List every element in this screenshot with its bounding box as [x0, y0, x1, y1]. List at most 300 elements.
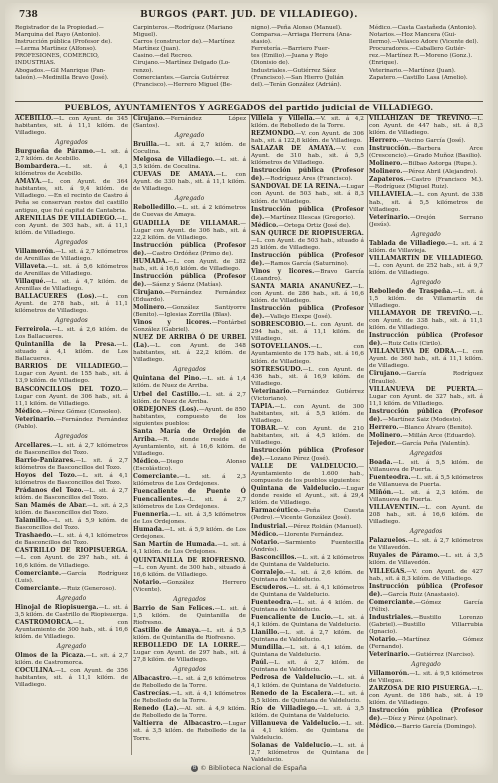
town-name: BASCONCILLOS DEL TOZO.: [15, 385, 123, 393]
town-details: —Rodríguez Ares (Francisco).: [264, 176, 353, 183]
town-details: —Al. sit. á 4,9 kilóm. de Rebolledo de la Torre.: [133, 706, 246, 720]
town-name: VILLAHIZAN DE TREVIÑO.: [369, 115, 472, 122]
town-details: —L. sit. á 2,7 kilóm. de Quintana de Valdelucio.: [251, 630, 364, 644]
town-details: —R. donde reside el Ayuntamiento, sit. á 16,6 kilóm. de Villadiego.: [133, 436, 246, 457]
town-entry: [251, 388, 364, 403]
town-entry: [251, 130, 364, 145]
town-entry: [251, 230, 364, 252]
town-name: Basconcillos.: [251, 553, 297, 561]
town-name: ZARZOSA DE RIO PISUERGA.: [369, 685, 472, 693]
town-name: Fuenteodra.: [251, 599, 293, 606]
town-name: Barrio de San Felices.: [133, 604, 215, 612]
town-entry: [251, 343, 364, 365]
town-entry: [15, 442, 128, 457]
town-entry: [133, 171, 246, 193]
agregados-heading: Agregados: [55, 317, 88, 325]
town-name: Olmos de la Picaza.: [15, 651, 86, 659]
town-name: Pedrosa de Valdelucio.: [251, 674, 333, 682]
town-name: Fuenteodra.: [369, 474, 411, 482]
professions-line: Médico.—Casta Castañeda (Antonio).: [369, 25, 477, 31]
town-name: Villaqué.: [15, 277, 46, 285]
agregados-heading: Agregado: [174, 195, 205, 203]
town-entry: [369, 310, 483, 332]
town-entry: [369, 670, 483, 685]
agregados-heading: Agregados: [409, 528, 443, 536]
town-name: Villamorón.: [15, 247, 56, 255]
town-details: —L. sit. á 2,7 kilómetros de Villavedón.: [369, 538, 483, 552]
town-details: —L. sit. á 2,7 kilómetros de Quintana de Valdelucio.: [251, 742, 364, 763]
town-entry: [15, 416, 128, 431]
town-entry: [15, 148, 128, 163]
town-entry: [369, 707, 483, 723]
town-details: —L. sit. á 2,7 kilómetros de Los Ordejones.: [133, 497, 246, 511]
town-entry: [251, 252, 364, 268]
town-entry: [15, 472, 128, 487]
town-entry: [133, 156, 246, 171]
town-entry: [133, 579, 246, 594]
town-name: Ferreirola.: [15, 326, 52, 334]
document-page: [5, 3, 493, 775]
town-details: —García Rodríguez (Braulio).: [369, 371, 483, 385]
town-entry: [251, 115, 364, 130]
town-entry: [15, 215, 128, 237]
town-entry: [251, 690, 364, 705]
town-details: —V. con Ayunt. de 310 hab., sit. á 5,5 kilómetros de Villadiego.: [251, 146, 364, 167]
town-name: Boada.: [369, 458, 393, 466]
professions-line: (Francisco).—San Hierro (Julián: [251, 74, 344, 81]
professions-line: taleón).—Medinilla Bravo (José).: [15, 74, 109, 81]
town-name: Veterinario.: [15, 415, 56, 423]
town-name: ARENILLAS DE VILLADIEGO.: [15, 214, 117, 222]
town-name: VILLAMAYOR DE TREVIÑO.: [369, 310, 472, 318]
town-entry: [251, 539, 364, 554]
town-entry: [369, 332, 483, 348]
town-name: Villaveta.: [15, 262, 48, 270]
professions-line: Instrucción pública (Profesor de).: [15, 39, 113, 46]
town-entry: [15, 341, 128, 363]
professions-line: —Lerma Martínez (Alfonso).: [15, 46, 97, 53]
town-name: Hinojal de Riopisuerga.: [15, 603, 99, 611]
professions-line: Carpinteros.—Rodríguez (Mariano: [133, 25, 233, 31]
town-entry: [369, 537, 483, 552]
town-name: CASTRILLO DE RIOPISUERGA.: [15, 547, 128, 555]
town-details: —V. con Ayunt. de 306 hab., sit. á 122,8 kilóm. de Villadiego.: [251, 131, 364, 145]
town-details: —L. con Ayunt. de 330 hab., sit. á 11,1 kilóm. de Villadiego.: [133, 172, 246, 193]
town-entry: [251, 366, 364, 388]
town-entry: [251, 742, 364, 764]
agregados-heading: Agregado: [56, 594, 87, 602]
town-details: —Castro (Francisco M.).—Rodríguez (Miguel Ruiz).: [369, 177, 483, 191]
town-details: —L. sit. á 4,1 kilómetros de Quintana de Valdelucio.: [251, 584, 364, 598]
town-entry: [133, 220, 246, 242]
town-details: —Bustillo Lorenzo (Gabriel).—Bustillo Villarrubia (Ignacio).: [369, 614, 483, 635]
town-entry: [369, 288, 483, 310]
town-name: SOTRESGUDO.: [251, 365, 303, 373]
town-name: Villela y Villella.: [251, 115, 315, 122]
town-name: Palazuelos.: [369, 537, 408, 545]
town-name: VILLEGAS.: [369, 567, 407, 575]
town-details: —Diego Alonso (Escolástico).: [133, 458, 246, 472]
agregados-heading: Agregado: [411, 230, 441, 238]
town-entry: [251, 321, 364, 343]
town-entry: [133, 720, 246, 742]
town-details: —Martínez Gómez (Fernando).: [369, 636, 483, 650]
town-entry: [15, 163, 128, 178]
town-details: —L. con Ayuntamiento de 300 hab., sit. á 16,6 kilóm. de Villadiego.: [15, 619, 128, 640]
town-name: TAPIA.: [251, 402, 275, 410]
town-details: —L. con Ayunt. de 286 hab., sit. á 16,6 kilóm. de Villadiego.: [251, 284, 364, 305]
town-details: —Lugar con Ayunt. de 297 hab., sit. á 27,8 kilóm. de Villadiego.: [133, 643, 246, 664]
agregados-heading: Agregados: [173, 666, 206, 674]
town-details: —Sarmiento Fuentecilla (Andrés).: [251, 539, 364, 553]
town-name: Villanueva de Valdelucio.: [251, 719, 341, 727]
professions-line: PROFESIONES, COMERCIO,: [15, 53, 100, 60]
town-entry: [133, 428, 246, 458]
town-entry: [15, 570, 128, 585]
library-logo-icon: B: [192, 764, 197, 771]
town-details: —L. sit. á 2 kilómetros de Cuevas de Amaya.: [133, 205, 246, 219]
town-name: Cirujano.: [369, 370, 401, 378]
town-details: —Lugar con Ayunt. de 306 hab., sit. á 11,1 kilóm. de Villadiego.: [15, 386, 128, 407]
town-name: Castillo de Amaya.: [133, 626, 202, 634]
town-details: —V. con Ayunt. de 427 hab., sit. á 8,3 kilóm. de Villadiego.: [369, 568, 483, 582]
town-name: Escuderos.: [251, 583, 289, 591]
town-name: HUMADA.: [133, 257, 168, 265]
town-entry: [251, 644, 364, 659]
town-name: Comerciante.: [15, 569, 62, 577]
town-details: —L. sit. á 4,1 kilóm. de Los Ordejones.: [133, 542, 246, 556]
town-name: Instrucción pública (Profesor de).: [369, 707, 483, 723]
town-name: Burgueña de Páramo.: [15, 148, 96, 156]
town-name: Rebolledo de Traspeña.: [369, 287, 453, 295]
town-details: —L. con Ayunt. de 447 hab., sit. á 8,3 kilóm. de Villadiego.: [369, 116, 483, 137]
library-watermark: [5, 764, 493, 772]
town-details: —Martínez Saiz (Modesto).: [382, 416, 463, 423]
agregados-heading: Agregados: [55, 238, 88, 246]
town-details: —L. con Ayunt. de 348 habitantes, sit. á 22,2 kilóm. de Villadiego.: [133, 343, 246, 364]
town-details: —L. con Ayunt. de 338 hab., sit. á 5,5 kilómetros de Villadiego.: [369, 192, 483, 213]
town-details: —L. sit. á 2,7 kilómetros de Basconcillos del Tozo.: [15, 457, 128, 471]
town-details: —L. sit. á 2,7 kilómetros de Arenillas de Villadiego.: [15, 248, 128, 262]
town-name: Molinero.: [369, 168, 403, 176]
town-entry: [133, 557, 246, 579]
town-details: —L. sit. á 4,1 kilómetros de Acebillo.: [15, 164, 128, 178]
town-entry: [251, 425, 364, 447]
town-details: —V. con Ayunt. de 210 habitantes, sit. á 4,5 kilóm. de Villadiego.: [251, 425, 364, 447]
town-name: Tejedor.: [369, 439, 397, 447]
town-entry: [15, 178, 128, 214]
town-entry: [15, 263, 128, 278]
page-header: [19, 10, 479, 23]
town-entry: [369, 424, 483, 432]
town-name: Quintana del Pino.: [133, 375, 202, 383]
town-entry: [369, 685, 483, 707]
town-details: —L. sit. á 4,1 kilómetros de Rebolledo de la Torre.: [133, 691, 246, 705]
professions-line: Comparsa.—Arriaga Herrera (Ana-: [251, 32, 352, 39]
professions-line: Miguel).: [133, 32, 158, 39]
town-name: Fuencaliente de Lucio.: [251, 614, 333, 622]
town-entry: [251, 531, 364, 539]
town-entry: [251, 629, 364, 644]
town-name: Arcellares.: [15, 441, 53, 449]
town-name: Médico.: [251, 221, 279, 229]
town-name: Industrial.: [251, 522, 288, 530]
town-details: —Orejón Serrano (Jesús).: [369, 214, 483, 228]
town-details: —Millán Arce (Eduardo).: [402, 432, 476, 439]
town-name: Renedo de la Escalera.: [251, 689, 334, 697]
town-name: SANDOVAL DE LA REINA.: [251, 183, 341, 191]
town-details: —L. con Ayunt. de 356 habitantes, sit. á 11,1 kilóm. de Villadiego.: [15, 668, 128, 689]
town-details: —L. con Ayunt. de 338 hab., sit. á 11,1 kilóm. de Villadiego.: [369, 311, 483, 332]
town-details: —L. sit. á 2 kilóm. de Villavieja.: [369, 240, 483, 254]
town-entry: [15, 547, 128, 569]
town-name: ORDEJONES (Los).: [133, 405, 199, 413]
town-name: SOTOVELLANOS.: [251, 343, 311, 351]
town-name: BARRIOS DE VILLADIEGO.: [15, 363, 123, 371]
town-entry: [15, 487, 128, 502]
town-name: Instrucción pública (Profesor de).: [133, 272, 246, 288]
town-name: Barrio-Panizares.: [15, 456, 76, 464]
town-details: —Barrio García (Domingo).: [396, 724, 477, 731]
town-entry: [251, 507, 364, 522]
town-entry: [15, 363, 128, 385]
town-name: Albacastro.: [133, 675, 172, 683]
town-entry: [251, 167, 364, 183]
town-entry: [15, 408, 128, 416]
towns-column-1: [15, 115, 128, 759]
town-entry: [369, 474, 483, 489]
town-entry: [251, 222, 364, 230]
town-details: —L. sit. á 5,5 kilóm. de Villanueva de Puerta.: [369, 459, 483, 473]
town-name: Médico.: [369, 723, 397, 731]
town-entry: [15, 667, 128, 689]
town-entry: [15, 457, 128, 472]
town-details: —L. situado á 4,1 kilóm. de Los Ballacueres.: [15, 342, 128, 363]
section-heading: PUEBLOS, AYUNTAMIENTOS Y AGREGADOS del partido judicial de VILLADIEGO.: [15, 101, 483, 115]
town-details: —L. sit. á 3,5 kilóm. de Quintana de Valdelucio.: [251, 705, 364, 719]
town-name: VALLE DE VALDELUCIO.: [251, 463, 359, 471]
town-entry: [133, 141, 246, 156]
town-name: Prádanos del Tozo.: [15, 487, 84, 495]
town-name: Herrero.: [369, 423, 399, 431]
town-name: Miñón.: [369, 489, 394, 497]
town-name: Cirujano.: [133, 288, 165, 296]
town-name: Médico.: [133, 457, 161, 465]
town-name: Instrucción pública (Profesor de).: [369, 582, 483, 598]
town-details: —L. con Ayunt. de 300 hab., situado á 16,6 kilóm. de Villadiego.: [133, 564, 246, 578]
town-entry: [15, 604, 128, 619]
town-entry: [369, 240, 483, 255]
town-entry: [251, 447, 364, 463]
professions-line: (Enrique).: [369, 60, 399, 67]
town-details: —L. con Ayunt. de 300 habitantes, sit. á 5,5 kilóm. de Villadiego.: [251, 403, 364, 424]
town-name: Instrucción pública (Profesor de).: [369, 332, 483, 348]
town-entry: [369, 348, 483, 370]
town-name: Paúl.: [251, 659, 269, 667]
town-details: —Díez y Pérez (Apolinar).: [382, 716, 458, 723]
town-name: Castrecías.: [133, 690, 172, 698]
town-details: —Pérez Gómez (Consoleo).: [42, 408, 122, 415]
town-entry: [251, 674, 364, 689]
town-details: —Vecino García (José).: [398, 138, 466, 145]
town-name: Fuencaliente de Puente Ó Fuencalientes.: [133, 488, 246, 504]
professions-line: (Francisco).—Herrero Miguel (Be-: [133, 81, 232, 88]
professions-line: Procuradores.—Caballero Gutiér-: [369, 46, 466, 53]
town-details: —L. sit. á 5,6 kilómetros de Arenillas de Villadiego.: [15, 263, 128, 277]
town-details: —Lugar con Ayunt. de 306 hab., sit. á 22,2 kilóm. de Villadiego.: [133, 220, 246, 241]
professions-line: Carros (constructor de).—Martínez: [133, 39, 235, 46]
towns-listing: [15, 115, 483, 763]
town-name: Comerciante.: [15, 584, 62, 592]
town-name: Bruilla.: [133, 141, 160, 149]
town-details: —Gómez García (Félix).: [369, 599, 483, 613]
town-name: ACEBILLO.: [15, 115, 54, 122]
town-details: —L. sit. á 2,3 kilóm. de Basconcillos del Tozo.: [15, 503, 128, 517]
town-details: —Llorente Fernández.: [278, 531, 344, 538]
town-name: TOBAR.: [251, 424, 279, 432]
town-name: Instrucción pública (Profesor de).: [251, 447, 364, 463]
town-entry: [369, 137, 483, 145]
town-entry: [251, 554, 364, 569]
town-entry: [251, 720, 364, 742]
professions-line: (Dionisio de).: [251, 60, 290, 67]
town-name: Farmacéutico.: [251, 507, 301, 515]
professions-column-4: [369, 25, 483, 99]
town-entry: [251, 584, 364, 599]
town-entry: [133, 541, 246, 556]
professions-line: nigno).—Peña Alonso (Manuel).: [251, 25, 342, 31]
town-details: —L. con Ayunt. de 297 hab., sit. á 16,6 kilóm. de Villadiego.: [15, 555, 128, 569]
town-entry: [369, 459, 483, 474]
town-details: —García Peña (Valentín).: [396, 440, 470, 447]
professions-line: Marquina del Rayo (Antonio).: [15, 32, 101, 39]
town-details: —Lugar con Ayunt. de 503 hab., sit. á 8,3 kilóm. de Villadiego.: [251, 184, 364, 205]
town-details: —L. sit. á 2,7 kilóm. de Basconcillos del Tozo.: [15, 488, 128, 502]
town-details: —L. sit. á 3,5 kilóm. de Coculina.: [133, 157, 246, 171]
town-entry: [251, 206, 364, 222]
town-entry: [251, 705, 364, 720]
town-entry: [369, 160, 483, 168]
town-details: —L. sit. á 9,5 kilómetros de Villegas.: [369, 671, 483, 685]
town-details: —Fernández Fernández (Pablo).: [15, 416, 128, 430]
town-details: —L. sit. á 5,5 kilóm. de Quintanilla de Riofresno.: [133, 627, 246, 641]
town-details: —Fontárbel González (Gabriel).: [133, 320, 246, 334]
town-details: —L. sit. á 5,9 kilóm. de Los Ordejones.: [133, 527, 246, 541]
professions-line: llermo).—Velasco Adore (Vicente del).: [369, 39, 479, 46]
professions-line: INDUSTRIAS.: [15, 60, 56, 67]
town-entry: [15, 502, 128, 517]
town-name: Quintana de Valdelucio.: [251, 485, 341, 493]
town-details: —L. sit. á 2,3 kilóm. de Villanueva de Puerta.: [369, 490, 483, 504]
professions-line: Notarios.—Hoz Mancera (Gui-: [369, 32, 457, 39]
professions-column-1: [15, 25, 127, 99]
town-name: Renedo (La).: [133, 705, 179, 713]
town-details: —L. con Ayunt. de 360 hab., sit. á 11,1 kilóm. de Villadiego.: [369, 349, 483, 370]
town-entry: [251, 268, 364, 283]
town-entry: [369, 432, 483, 440]
town-details: —Ayuntamiento de 1.600 hab., compuesto de los pueblos siguientes:: [251, 464, 364, 485]
town-name: Instrucción pública (Profesor de).: [251, 251, 364, 267]
town-entry: [15, 652, 128, 667]
town-details: —L. con Ayunt. de 436 hab., sit. á 16,9 kilóm. de Villadiego.: [251, 366, 364, 387]
town-details: —Ruiz (Generoso).: [61, 585, 117, 592]
town-entry: [15, 248, 128, 263]
town-details: —L. con Ayunt. de 303 hab., sit. á 11,1 kilóm. de Villadiego.: [15, 215, 129, 236]
town-details: —L. sit. á 4 kilóm. de Quintana de Valdelucio.: [251, 600, 364, 614]
town-name: REZMONDO.: [251, 130, 296, 138]
town-details: —Bravo García (Leandro).: [251, 268, 364, 282]
town-details: —Bilbao Astorga (Rupe.).: [402, 161, 477, 168]
town-name: CASTROMORCA.: [15, 618, 74, 626]
town-entry: [369, 255, 483, 277]
town-entry: [369, 176, 483, 191]
town-name: Quintanilla de la Presa.: [15, 341, 117, 349]
professions-section: [15, 25, 483, 99]
town-entry: [369, 489, 483, 504]
town-entry: [251, 403, 364, 425]
town-entry: [133, 304, 246, 319]
town-entry: [133, 675, 246, 690]
town-name: Ruyales de Páramo.: [369, 552, 440, 560]
town-entry: [15, 517, 128, 532]
town-entry: [133, 406, 246, 428]
agregados-heading: Agregado: [56, 642, 87, 650]
town-entry: [369, 408, 483, 424]
town-details: —Lugar con Ayunt. de 327 hab., sit. á 11,1 kilóm. de Villadiego.: [369, 386, 483, 407]
town-details: —L. sit. á 2,7 kilóm. de Nuez de Arriba.: [133, 391, 246, 405]
town-entry: [251, 463, 364, 485]
town-name: QUINTANILLA DE RIOFRESNO.: [133, 556, 246, 564]
town-details: —Ramos García (Saturnino).: [264, 260, 349, 267]
town-details: —Fernández Fernández (Eduardo).: [133, 289, 246, 303]
town-name: VILLAMARTIN DE VILLADIEGO.: [369, 254, 483, 262]
town-details: —Sáenz y Sáenz (Matías).: [146, 281, 223, 288]
town-entry: [251, 599, 364, 614]
town-details: —L. sit. á 3,5 kilóm. de Castrillo de Riopisuerga.: [15, 604, 128, 618]
town-entry: [133, 289, 246, 304]
town-name: Comerciante.: [369, 598, 416, 606]
town-name: Médico.: [15, 407, 43, 415]
agregados-heading: Agregados: [55, 139, 88, 147]
town-name: SOBRESCOBIO.: [251, 321, 306, 329]
town-entry: [133, 473, 246, 488]
town-details: —L. sit. á 3,5 kilóm. de Villavedón.: [369, 553, 483, 567]
towns-column-3: [251, 115, 364, 763]
town-name: Notario.: [133, 578, 162, 586]
town-entry: [369, 214, 483, 229]
town-entry: [133, 273, 246, 289]
professions-line: Martínez (Juan).: [133, 46, 181, 53]
town-entry: [251, 145, 364, 167]
town-details: —Castro Ordóñez (Primo de).: [146, 250, 234, 257]
professions-line: stasio).: [251, 39, 272, 46]
town-entry: [15, 585, 128, 593]
town-details: —L. sit. á 2,6 kilóm. de Quintana de Valdelucio.: [251, 569, 364, 583]
town-details: —L. con Ayuntamiento de 175 hab., sit. á 16,6 kilóm. de Villadiego.: [251, 344, 364, 365]
town-name: Urbel del Castillo.: [133, 390, 201, 398]
town-details: —L. sit. á 2,3 kilómetros de Los Ordejones.: [133, 474, 246, 488]
town-entry: [133, 690, 246, 705]
town-details: —Lugar con Ayunt. de 155 hab., sit. á 13,9 kilóm. de Villadiego.: [15, 364, 128, 385]
town-entry: [369, 191, 483, 213]
town-name: COCULINA.: [15, 667, 56, 675]
town-entry: [133, 375, 246, 390]
town-entry: [369, 440, 483, 448]
town-entry: [133, 526, 246, 541]
town-entry: [251, 283, 364, 305]
town-entry: [251, 305, 364, 321]
town-entry: [133, 258, 246, 273]
